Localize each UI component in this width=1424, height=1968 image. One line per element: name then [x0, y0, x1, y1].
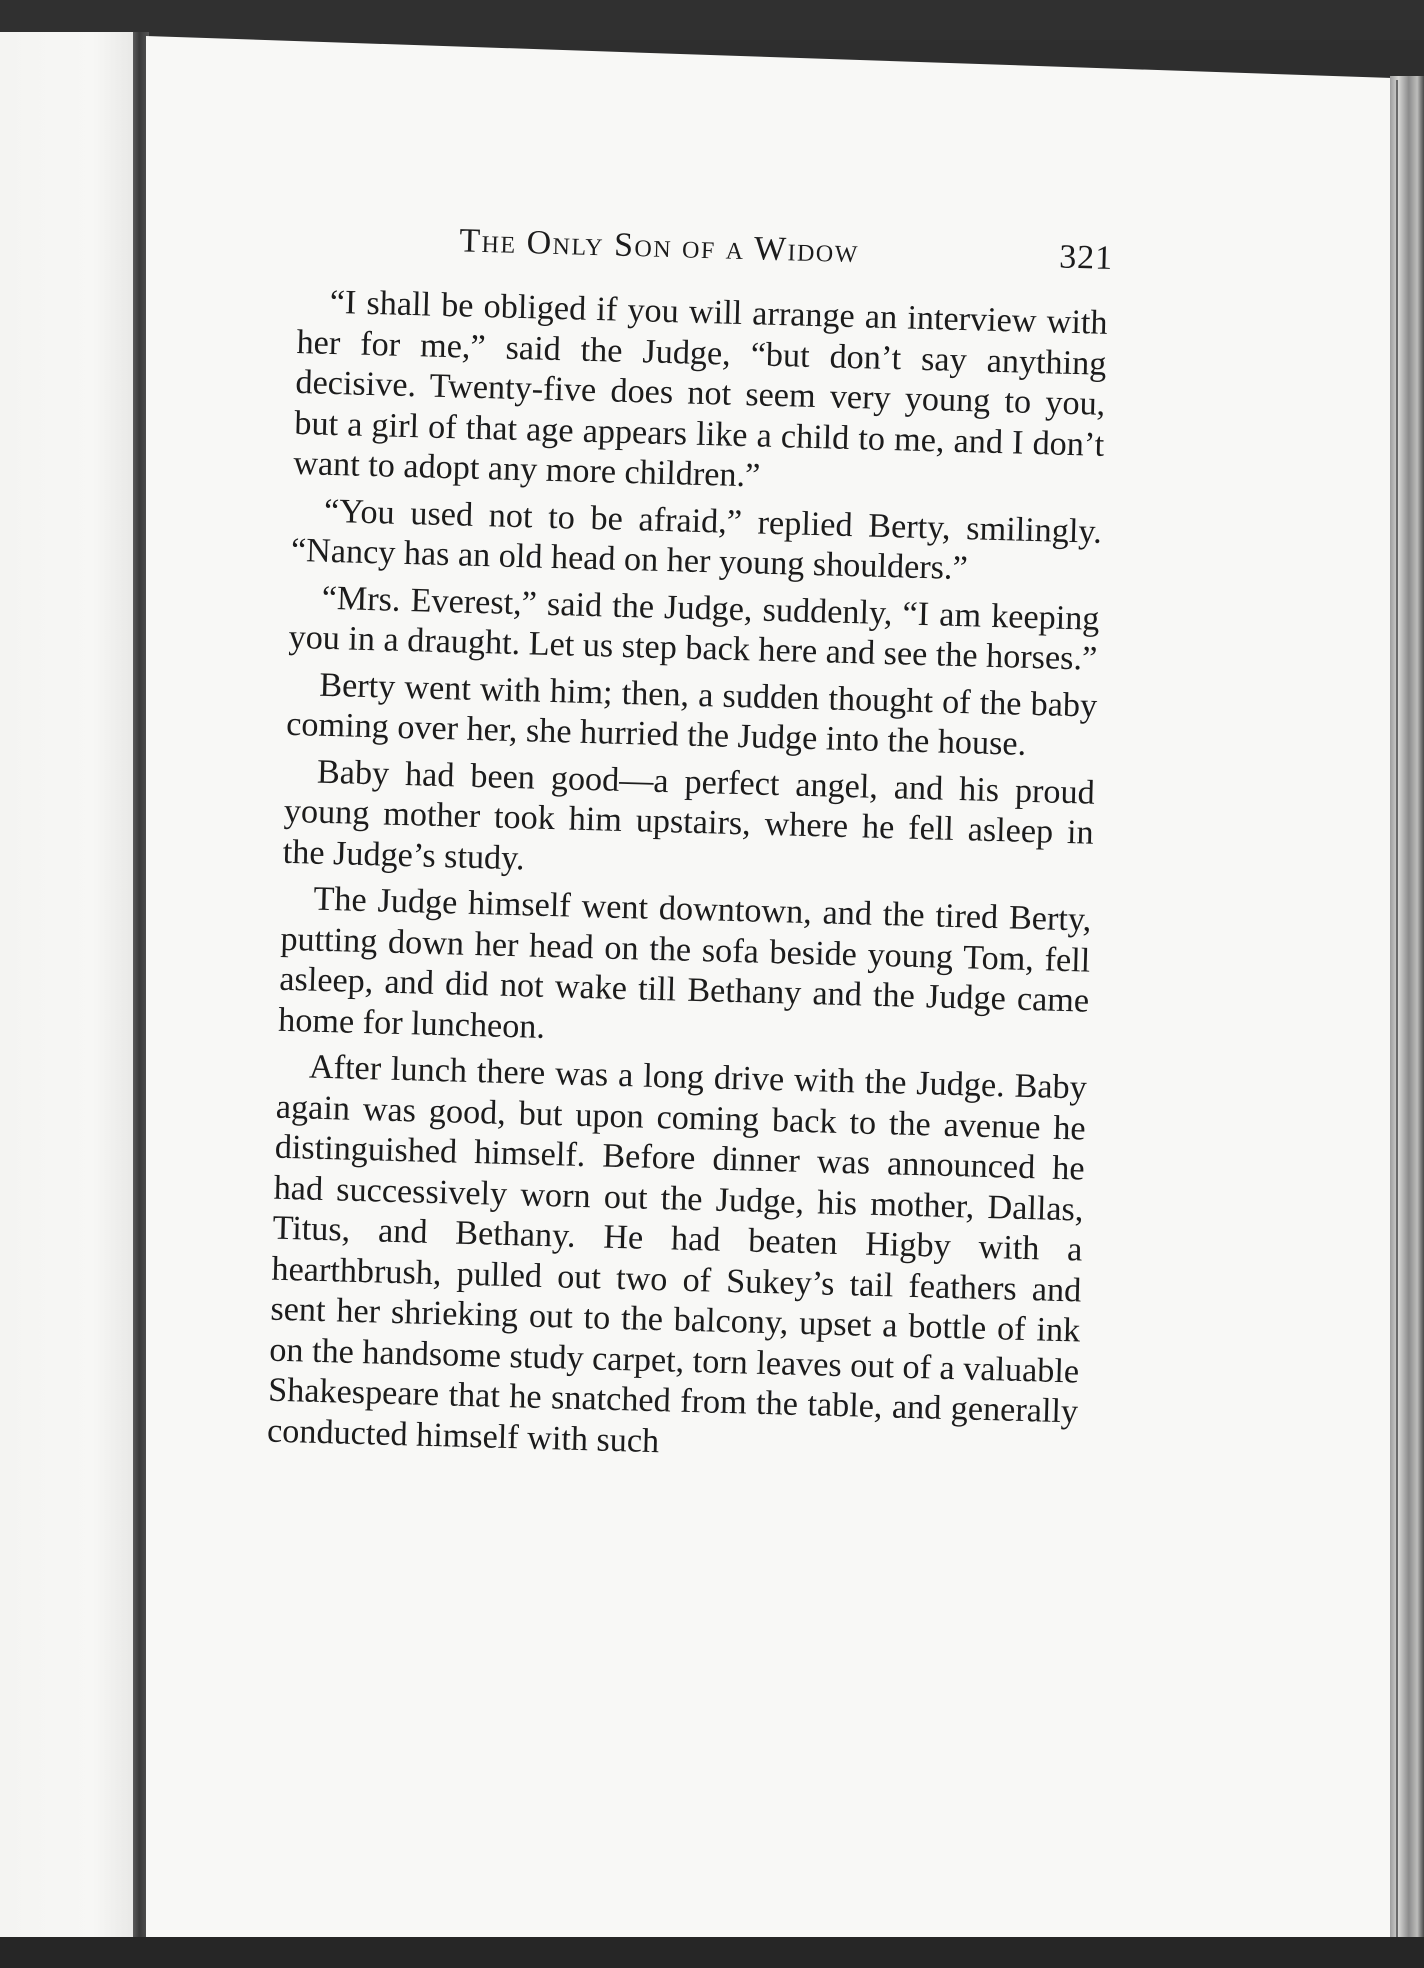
paragraph: “Mrs. Everest,” said the Judge, suddenly, “I am keeping you in a draught. Let us step back here and see the horses.”: [288, 579, 1100, 678]
paragraph: “I shall be obliged if you will arrange an interview with her for me,” said the Judge, “but don’t say anything decisive. Twenty-five does not seem very young to you, but a girl of that age appears like a child to me, and I don’t want to adopt any more children.”: [292, 283, 1108, 495]
running-head-title: The Only Son of a Widow: [458, 222, 860, 271]
left-page: [0, 32, 133, 1937]
paragraph: After lunch there was a long drive with the Judge. Baby again was good, but upon coming back to the avenue he distinguished himself. Before dinner was announced he had successively worn out the Judge, his mother, Dallas, Titus, and Bethany. He had beaten Higby with a hearthbrush, pulled out two of Sukey’s tail feathers and sent her shrieking out to the balcony, upset a bottle of ink on the handsome study carpet, torn leaves out of a valuable Shakespeare that he snatched from the table, and generally conducted himself with such: [266, 1048, 1088, 1460]
paragraph: Baby had been good—a perfect angel, and his proud young mother took him upstairs, where he fell asleep in the Judge’s study.: [282, 753, 1096, 877]
scan-background-bottom: [0, 1937, 1424, 1968]
paragraph: Berty went with him; then, a sudden thought of the baby coming over her, she hurried the Judge into the house.: [285, 666, 1098, 763]
paragraph: “You used not to be afraid,” replied Berty, smilingly. “Nancy has an old head on her young shoulders.”: [290, 492, 1103, 588]
page-number: 321: [1058, 238, 1114, 278]
scan-background-top: [0, 0, 1424, 40]
page-text-block: [266, 218, 1114, 1479]
paragraph: The Judge himself went downtown, and the tired Berty, putting down her head on the sofa beside young Tom, fell asleep, and did not wake till Bethany and the Judge came home for luncheon.: [277, 880, 1092, 1046]
page-edge-line: [1396, 80, 1398, 1960]
